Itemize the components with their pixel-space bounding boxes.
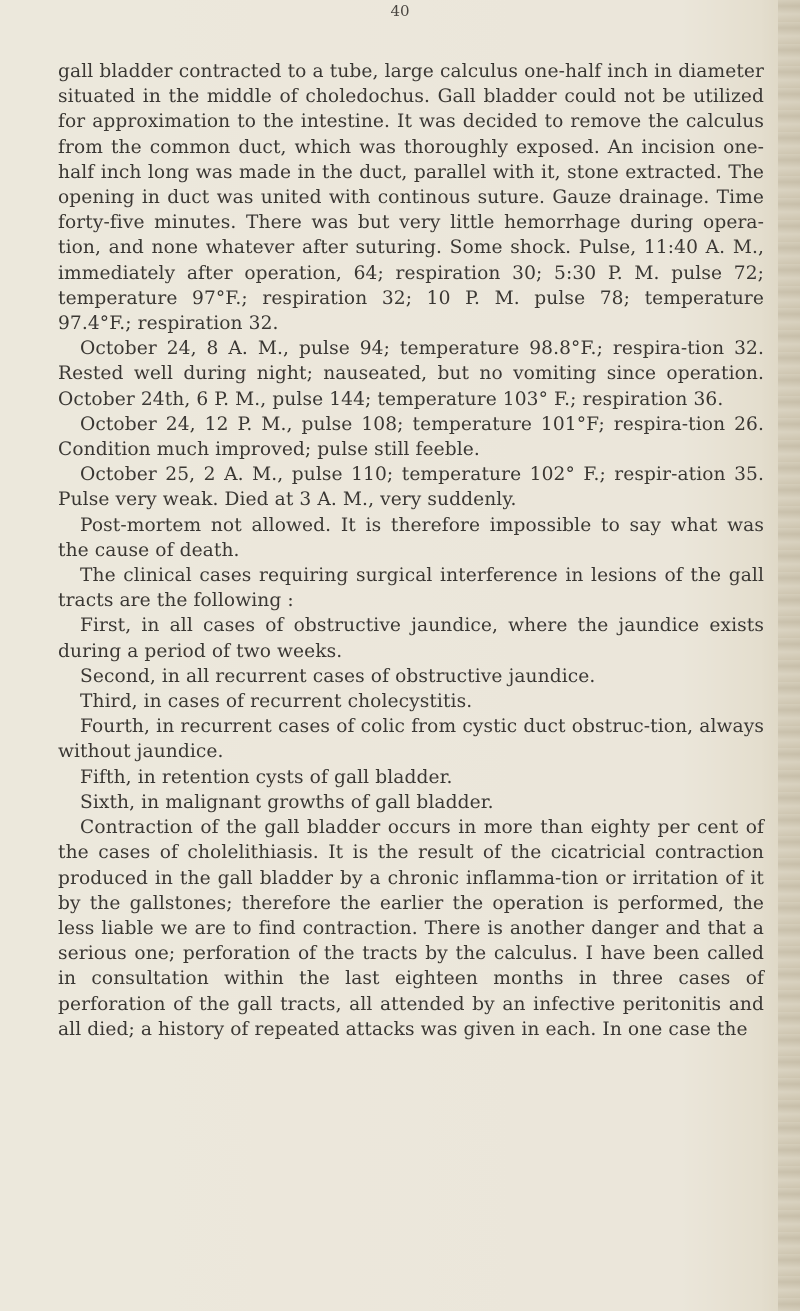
body-text — [58, 59, 764, 1042]
list-item-third: Third, in cases of recurrent cholecystitis. — [80, 691, 473, 713]
list-item-fifth: Fifth, in retention cysts of gall bladder. — [80, 766, 453, 788]
list-item-fourth: Fourth, in recurrent cases of colic from cystic duct obstruc-tion, always without jaundice. — [58, 716, 764, 763]
page-edge-shadow — [778, 0, 800, 1311]
list-item-second: Second, in all recurrent cases of obstructive jaundice. — [80, 665, 596, 687]
paragraph-post-mortem: Post-mortem not allowed. It is therefore impossible to say what was the cause of death. — [58, 514, 764, 561]
paragraph-october-25: October 25, 2 A. M., pulse 110; temperature 102° F.; respir-ation 35. Pulse very weak. Died at 3 A. M., very suddenly. — [58, 464, 764, 511]
paragraph-october-24-midnight: October 24, 12 P. M., pulse 108; temperature 101°F; respira-tion 26. Condition much improved; pulse still feeble. — [58, 413, 764, 461]
page-number: 40 — [390, 2, 410, 20]
paragraph-contraction-discussion: Contraction of the gall bladder occurs in more than eighty per cent of the cases of cholelithiasis. It is the result of the cicatricial contraction produced in the gall bladder by a chronic inflamma-tion or irritation of it by the gallstones; therefore the earlier the operation is performed, the less liable we are to find contraction. There is another danger and that a serious one; perforation of the tracts by the calculus. I have been called in consultation within the last eighteen months in three cases of perforation of the gall tracts, all attended by an infective peritonitis and all died; a history of repeated attacks was given in each. In one case the — [58, 817, 764, 1040]
paragraph-operation-record: gall bladder contracted to a tube, large calculus one-half inch in diameter situated in the middle of choledochus. Gall bladder could not be utilized for approximation to the intestine. It was decided to remove the calculus from the common duct, which was thoroughly exposed. An incision one-half inch long was made in the duct, parallel with it, stone extracted. The opening in duct was united with continous suture. Gauze drainage. Time forty-five minutes. There was but very little hemorrhage during opera-tion, and none whatever after suturing. Some shock. Pulse, 11:40 A. M., immediately after operation, 64; respiration 30; 5:30 P. M. pulse 72; temperature 97°F.; respiration 32; 10 P. M. pulse 78; temperature 97.4°F.; respiration 32. — [58, 61, 764, 335]
paragraph-clinical-cases-intro: The clinical cases requiring surgical interference in lesions of the gall tracts are the following : — [58, 565, 764, 612]
list-item-first: First, in all cases of obstructive jaundice, where the jaundice exists during a period of two weeks. — [58, 615, 764, 662]
list-item-sixth: Sixth, in malignant growths of gall bladder. — [80, 791, 494, 813]
paragraph-october-24-morning: October 24, 8 A. M., pulse 94; temperature 98.8°F.; respira-tion 32. Rested well during night; nauseated, but no vomiting since operation. October 24th, 6 P. M., pulse 144; temperature 103° F.; respiration 36. — [58, 338, 764, 410]
